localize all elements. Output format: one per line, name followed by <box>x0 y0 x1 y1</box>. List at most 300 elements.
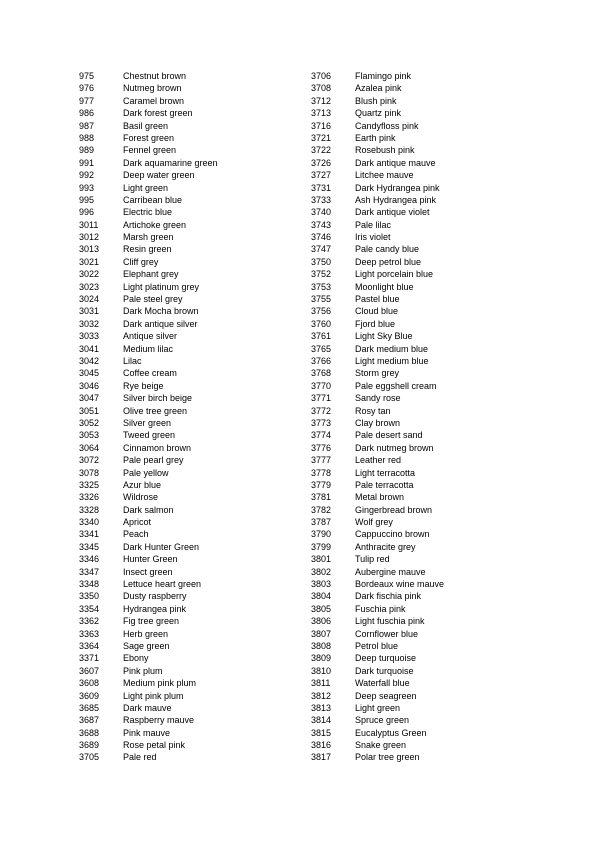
color-name: Olive tree green <box>123 405 188 416</box>
color-list-row <box>311 144 444 156</box>
color-name: Tweed green <box>123 430 176 441</box>
color-list-row <box>79 330 218 342</box>
color-list-row <box>79 405 218 417</box>
color-list-row <box>79 417 218 429</box>
color-name: Deep seagreen <box>355 690 417 701</box>
color-list-row <box>79 281 218 293</box>
color-list-row <box>79 442 218 454</box>
color-name: Rosy tan <box>355 405 391 416</box>
color-list-row <box>311 454 444 466</box>
color-list-row <box>311 714 444 726</box>
color-code: 3782 <box>311 504 332 515</box>
color-code: 3761 <box>311 331 332 342</box>
color-code: 991 <box>79 157 95 168</box>
color-code: 3752 <box>311 269 332 280</box>
color-code: 3733 <box>311 194 332 205</box>
color-list-row <box>79 603 218 615</box>
color-code: 3811 <box>311 678 331 689</box>
color-code: 3814 <box>311 715 332 726</box>
color-list-row <box>79 380 218 392</box>
color-name: Silver birch beige <box>123 393 193 404</box>
color-name: Dusty raspberry <box>123 591 187 602</box>
color-list-row <box>79 169 218 181</box>
color-code: 3766 <box>311 355 332 366</box>
color-name: Rose petal pink <box>123 740 186 751</box>
color-name: Fuschia pink <box>355 603 406 614</box>
color-name: Iris violet <box>355 232 391 243</box>
color-list-row <box>79 590 218 602</box>
color-code: 3341 <box>79 529 100 540</box>
color-name: Forest green <box>123 132 175 143</box>
color-code: 3023 <box>79 281 100 292</box>
color-code: 993 <box>79 182 95 193</box>
color-list-row <box>311 293 444 305</box>
color-list-row <box>311 194 444 206</box>
color-list-row <box>79 206 218 218</box>
color-name: Light green <box>123 182 169 193</box>
color-code: 3078 <box>79 467 100 478</box>
color-list-right-column <box>311 70 444 764</box>
color-code: 3609 <box>79 690 100 701</box>
color-list-row <box>79 516 218 528</box>
color-code: 3806 <box>311 616 332 627</box>
color-code: 3708 <box>311 83 332 94</box>
color-code: 3810 <box>311 665 332 676</box>
color-list-row <box>311 343 444 355</box>
color-name: Cappuccino brown <box>355 529 430 540</box>
color-code: 3041 <box>79 343 100 354</box>
color-name: Deep turquoise <box>355 653 417 664</box>
color-list-row <box>79 107 218 119</box>
color-code: 3033 <box>79 331 100 342</box>
color-code: 3813 <box>311 702 332 713</box>
color-name: Dark antique violet <box>355 207 430 218</box>
color-name: Pale yellow <box>123 467 169 478</box>
color-name: Pale lilac <box>355 219 392 230</box>
color-list-row <box>311 739 444 751</box>
color-code: 3816 <box>311 740 332 751</box>
color-code: 3046 <box>79 380 100 391</box>
color-code: 3804 <box>311 591 332 602</box>
color-name: Light pink plum <box>123 690 184 701</box>
color-list-row <box>311 479 444 491</box>
color-code: 3688 <box>79 727 100 738</box>
color-name: Light green <box>355 702 401 713</box>
color-name: Candyfloss pink <box>355 120 419 131</box>
color-list-row <box>311 405 444 417</box>
color-list-row <box>311 417 444 429</box>
color-name: Medium pink plum <box>123 678 197 689</box>
color-name: Fennel green <box>123 145 177 156</box>
color-name: Sage green <box>123 640 170 651</box>
color-name: Medium lilac <box>123 343 174 354</box>
color-code: 3799 <box>311 541 332 552</box>
color-list-row <box>311 120 444 132</box>
color-code: 3753 <box>311 281 332 292</box>
color-list-row <box>79 392 218 404</box>
color-code: 3345 <box>79 541 100 552</box>
color-name: Quartz pink <box>355 108 402 119</box>
color-name: Dark mauve <box>123 702 172 713</box>
color-list-row <box>311 330 444 342</box>
color-name: Silver green <box>123 417 172 428</box>
color-code: 3731 <box>311 182 332 193</box>
color-code: 3790 <box>311 529 332 540</box>
color-name: Marsh green <box>123 232 174 243</box>
color-name: Dark medium blue <box>355 343 429 354</box>
color-list-row <box>311 578 444 590</box>
color-code: 3706 <box>311 71 332 81</box>
color-name: Light porcelain blue <box>355 269 434 280</box>
color-list-row <box>311 727 444 739</box>
color-name: Waterfall blue <box>355 678 410 689</box>
color-list-row <box>311 628 444 640</box>
color-code: 3713 <box>311 108 332 119</box>
color-code: 3808 <box>311 640 332 651</box>
color-name: Dark Mocha brown <box>123 306 199 317</box>
color-code: 987 <box>79 120 95 131</box>
color-list-row <box>79 702 218 714</box>
color-list-row <box>311 553 444 565</box>
color-code: 976 <box>79 83 95 94</box>
color-name: Pale candy blue <box>355 244 420 255</box>
color-code: 3727 <box>311 170 332 181</box>
color-code: 3712 <box>311 95 332 106</box>
color-code: 3021 <box>79 256 100 267</box>
color-list-row <box>311 590 444 602</box>
color-list-row <box>79 219 218 231</box>
color-list-row <box>79 690 218 702</box>
color-code: 3689 <box>79 740 100 751</box>
color-code: 3765 <box>311 343 332 354</box>
color-name: Litchee mauve <box>355 170 414 181</box>
color-code: 3052 <box>79 417 100 428</box>
color-name: Light Sky Blue <box>355 331 413 342</box>
color-list-row <box>79 504 218 516</box>
color-code: 3042 <box>79 355 100 366</box>
color-list-row <box>79 652 218 664</box>
color-name: Elephant grey <box>123 269 179 280</box>
color-list-row <box>311 442 444 454</box>
color-code: 3363 <box>79 628 100 639</box>
color-code: 3760 <box>311 318 332 329</box>
color-list-row <box>79 491 218 503</box>
color-list-row <box>79 367 218 379</box>
color-list-row <box>311 467 444 479</box>
color-list-row <box>79 132 218 144</box>
color-list-row <box>79 243 218 255</box>
color-code: 3746 <box>311 232 332 243</box>
color-list-row <box>311 182 444 194</box>
color-list-row <box>79 566 218 578</box>
color-list-row <box>311 702 444 714</box>
color-name: Azur blue <box>123 479 162 490</box>
color-name: Dark nutmeg brown <box>355 442 434 453</box>
color-name: Basil green <box>123 120 169 131</box>
color-name: Dark aquamarine green <box>123 157 218 168</box>
color-list-row <box>79 194 218 206</box>
color-list-row <box>311 640 444 652</box>
color-name: Leather red <box>355 455 402 466</box>
color-code: 989 <box>79 145 95 156</box>
color-list-row <box>79 144 218 156</box>
color-name: Chestnut brown <box>123 71 187 81</box>
color-code: 975 <box>79 71 95 81</box>
color-code: 3787 <box>311 517 332 528</box>
color-code: 3768 <box>311 368 332 379</box>
color-list-row <box>79 231 218 243</box>
color-code: 3354 <box>79 603 100 614</box>
color-list-row <box>79 751 218 763</box>
color-code: 3013 <box>79 244 100 255</box>
color-name: Coffee cream <box>123 368 177 379</box>
color-name: Carribean blue <box>123 194 183 205</box>
color-code: 3807 <box>311 628 332 639</box>
color-name: Dark antique mauve <box>355 157 436 168</box>
color-list-row <box>79 467 218 479</box>
color-list-row <box>79 541 218 553</box>
color-name: Wolf grey <box>355 517 393 528</box>
color-list-row <box>311 206 444 218</box>
color-list-row <box>79 578 218 590</box>
color-name: Deep petrol blue <box>355 256 422 267</box>
color-name: Anthracite grey <box>355 541 416 552</box>
color-code: 3812 <box>311 690 332 701</box>
color-name: Fig tree green <box>123 616 180 627</box>
color-name: Pale steel grey <box>123 294 183 305</box>
color-code: 3347 <box>79 566 100 577</box>
color-name: Raspberry mauve <box>123 715 195 726</box>
color-list-row <box>311 491 444 503</box>
color-name: Cloud blue <box>355 306 399 317</box>
color-list-row <box>311 751 444 763</box>
color-list-row <box>79 479 218 491</box>
color-code: 3051 <box>79 405 100 416</box>
color-name: Gingerbread brown <box>355 504 433 515</box>
color-name: Dark forest green <box>123 108 193 119</box>
color-name: Wildrose <box>123 492 159 503</box>
color-code: 3805 <box>311 603 332 614</box>
color-code: 3778 <box>311 467 332 478</box>
color-name: Caramel brown <box>123 95 185 106</box>
color-name: Light fuschia pink <box>355 616 425 627</box>
color-code: 3072 <box>79 455 100 466</box>
color-name: Cliff grey <box>123 256 159 267</box>
color-name: Pale eggshell cream <box>355 380 437 391</box>
color-name: Cornflower blue <box>355 628 419 639</box>
color-name: Dark turquoise <box>355 665 414 676</box>
color-list-row <box>79 628 218 640</box>
color-name: Metal brown <box>355 492 405 503</box>
color-code: 3364 <box>79 640 100 651</box>
color-name: Azalea pink <box>355 83 402 94</box>
color-list-left-column <box>79 70 218 764</box>
color-list-row <box>311 169 444 181</box>
color-list-row <box>311 615 444 627</box>
color-name: Flamingo pink <box>355 71 412 81</box>
color-code: 988 <box>79 132 95 143</box>
color-list-row <box>311 318 444 330</box>
color-code: 3064 <box>79 442 100 453</box>
color-name: Pale pearl grey <box>123 455 184 466</box>
color-code: 3779 <box>311 479 332 490</box>
color-name: Light medium blue <box>355 355 429 366</box>
color-list-row <box>311 132 444 144</box>
color-name: Dark Hunter Green <box>123 541 200 552</box>
color-list-row <box>79 157 218 169</box>
color-name: Blush pink <box>355 95 397 106</box>
color-name: Pink mauve <box>123 727 171 738</box>
color-list-row <box>311 268 444 280</box>
color-code: 3045 <box>79 368 100 379</box>
color-name: Cinnamon brown <box>123 442 192 453</box>
color-list-row <box>311 504 444 516</box>
color-code: 3773 <box>311 417 332 428</box>
color-code: 3032 <box>79 318 100 329</box>
color-code: 3024 <box>79 294 100 305</box>
color-list-row <box>79 268 218 280</box>
color-code: 3756 <box>311 306 332 317</box>
color-list-row <box>311 367 444 379</box>
color-code: 3328 <box>79 504 100 515</box>
color-code: 996 <box>79 207 95 218</box>
color-name: Polar tree green <box>355 752 420 763</box>
color-code: 3809 <box>311 653 332 664</box>
color-code: 3817 <box>311 752 332 763</box>
color-name: Hunter Green <box>123 554 178 565</box>
color-code: 3346 <box>79 554 100 565</box>
color-list-row <box>79 677 218 689</box>
color-code: 3726 <box>311 157 332 168</box>
color-list-row <box>311 603 444 615</box>
color-list-row <box>311 305 444 317</box>
color-list-row <box>311 677 444 689</box>
color-name: Petrol blue <box>355 640 399 651</box>
color-list-row <box>79 615 218 627</box>
color-code: 3687 <box>79 715 100 726</box>
color-list-row <box>311 541 444 553</box>
color-name: Earth pink <box>355 132 396 143</box>
color-name: Light terracotta <box>355 467 416 478</box>
color-list-row <box>311 95 444 107</box>
color-list-row <box>311 652 444 664</box>
color-code: 3721 <box>311 132 332 143</box>
color-name: Ash Hydrangea pink <box>355 194 437 205</box>
color-code: 3774 <box>311 430 332 441</box>
color-list-row <box>311 528 444 540</box>
color-code: 3022 <box>79 269 100 280</box>
color-list-row <box>79 528 218 540</box>
color-list-row <box>79 429 218 441</box>
color-name: Apricot <box>123 517 152 528</box>
color-code: 3803 <box>311 579 332 590</box>
color-code: 3802 <box>311 566 332 577</box>
color-name: Peach <box>123 529 149 540</box>
color-code: 3750 <box>311 256 332 267</box>
color-name: Bordeaux wine mauve <box>355 579 445 590</box>
color-code: 3340 <box>79 517 100 528</box>
color-code: 3371 <box>79 653 100 664</box>
color-code: 3350 <box>79 591 100 602</box>
color-name: Nutmeg brown <box>123 83 182 94</box>
color-list-row <box>311 157 444 169</box>
color-list-row <box>79 182 218 194</box>
color-name: Pastel blue <box>355 294 400 305</box>
color-code: 3325 <box>79 479 100 490</box>
color-code: 3777 <box>311 455 332 466</box>
color-list-row <box>79 739 218 751</box>
color-list-row <box>79 318 218 330</box>
color-code: 3722 <box>311 145 332 156</box>
color-name: Tulip red <box>355 554 390 565</box>
color-code: 3053 <box>79 430 100 441</box>
color-code: 3326 <box>79 492 100 503</box>
color-name: Sandy rose <box>355 393 401 404</box>
color-name: Pink plum <box>123 665 163 676</box>
color-list-row <box>311 243 444 255</box>
color-code: 3815 <box>311 727 332 738</box>
color-list-row <box>79 95 218 107</box>
color-name: Lettuce heart green <box>123 579 202 590</box>
color-list-row <box>311 281 444 293</box>
color-name: Rye beige <box>123 380 164 391</box>
color-code: 986 <box>79 108 95 119</box>
color-name: Dark salmon <box>123 504 174 515</box>
color-list-row <box>79 120 218 132</box>
color-list-row <box>79 256 218 268</box>
color-name: Eucalyptus Green <box>355 727 427 738</box>
color-code: 3740 <box>311 207 332 218</box>
color-code: 3011 <box>79 219 99 230</box>
color-name: Pale red <box>123 752 157 763</box>
color-list-row <box>79 665 218 677</box>
color-list-row <box>79 343 218 355</box>
color-code: 995 <box>79 194 95 205</box>
color-list-row <box>79 355 218 367</box>
color-name: Herb green <box>123 628 169 639</box>
color-code: 3705 <box>79 752 100 763</box>
color-name: Snake green <box>355 740 407 751</box>
color-code: 3801 <box>311 554 332 565</box>
color-list-row <box>311 256 444 268</box>
color-name: Storm grey <box>355 368 400 379</box>
color-code: 3771 <box>311 393 332 404</box>
color-list-row <box>79 727 218 739</box>
color-code: 3716 <box>311 120 332 131</box>
color-list-row <box>79 714 218 726</box>
color-name: Spruce green <box>355 715 410 726</box>
color-list-row <box>311 355 444 367</box>
color-list-row <box>311 70 444 82</box>
color-name: Ebony <box>123 653 149 664</box>
color-code: 977 <box>79 95 95 106</box>
color-code: 3362 <box>79 616 100 627</box>
color-name: Dark antique silver <box>123 318 198 329</box>
color-code: 3781 <box>311 492 332 503</box>
color-code: 3776 <box>311 442 332 453</box>
color-list-row <box>79 553 218 565</box>
color-code: 3348 <box>79 579 100 590</box>
color-list-row <box>79 82 218 94</box>
color-code: 3747 <box>311 244 332 255</box>
color-name: Aubergine mauve <box>355 566 426 577</box>
color-name: Insect green <box>123 566 173 577</box>
color-list-row <box>311 665 444 677</box>
color-list-row <box>311 107 444 119</box>
color-name: Dark fischia pink <box>355 591 422 602</box>
color-code: 3743 <box>311 219 332 230</box>
color-name: Pale desert sand <box>355 430 423 441</box>
